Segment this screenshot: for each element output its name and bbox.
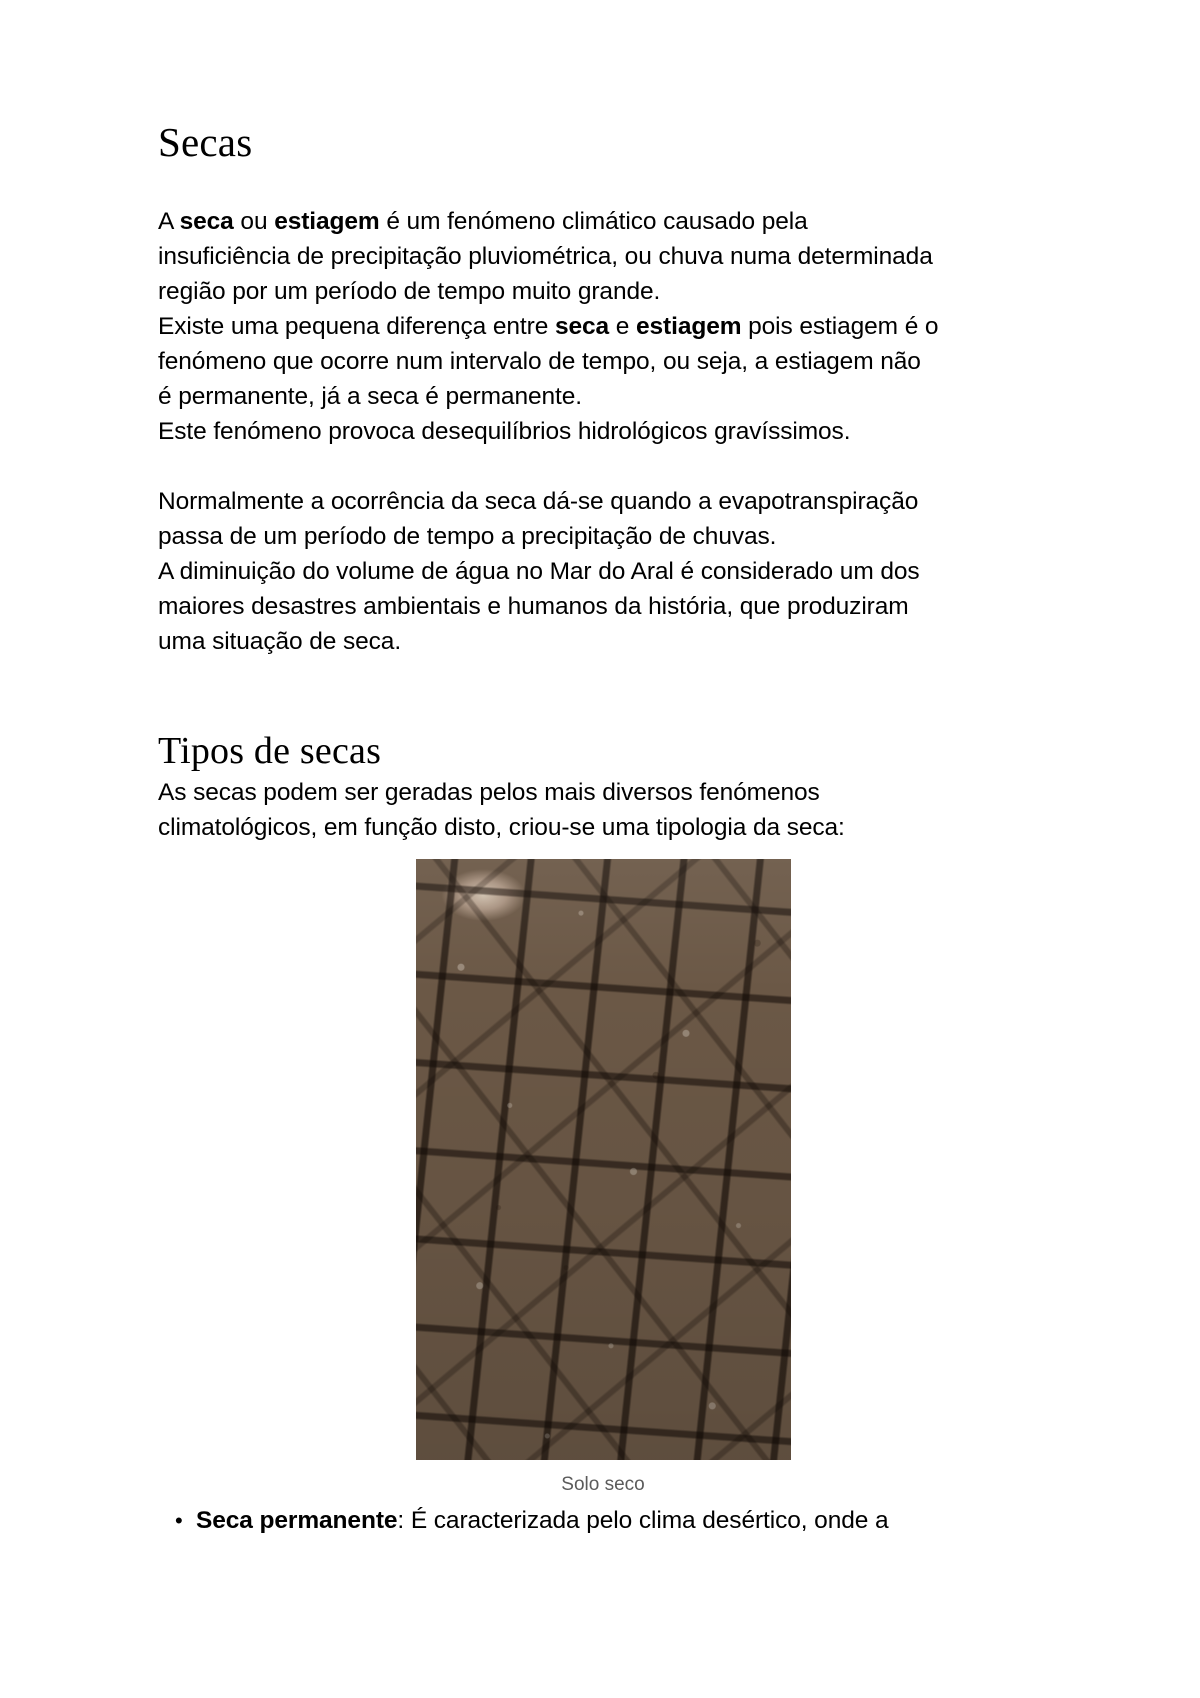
seca-types-list (158, 1503, 940, 1538)
cracked-dry-soil-image (416, 859, 791, 1460)
intro-p1-bold-estiagem: estiagem (274, 208, 380, 235)
intro-p1-bold-seca: seca (179, 208, 234, 235)
intro-p2-bold-seca: seca (554, 313, 610, 340)
section-paragraph-tipologia: As secas podem ser geradas pelos mais diversos fenómenos climatológicos, em função disto, criou-se uma tipologia da seca: (158, 779, 845, 841)
list-item (196, 1503, 940, 1538)
intro-paragraph-1 (158, 204, 940, 309)
section-spacer (158, 659, 940, 729)
intro-paragraph-2 (158, 309, 940, 414)
paragraph-spacer-1 (158, 449, 940, 484)
section-heading-tipos-de-secas: Tipos de secas (158, 730, 382, 772)
bullet-separator: : (397, 1507, 411, 1534)
intro-paragraph-3: Este fenómeno provoca desequilíbrios hidrológicos gravíssimos. (158, 418, 851, 445)
intro-p1-pre: A (158, 208, 180, 235)
document-content (158, 118, 940, 1538)
figure-caption: Solo seco (561, 1474, 645, 1495)
intro-paragraph-5: A diminuição do volume de água no Mar do Aral é considerado um dos maiores desastres ambientais e humanos da história, que produziram uma situação de seca. (158, 558, 920, 655)
figure-solo-seco (212, 859, 994, 1497)
intro-p2-bold-estiagem: estiagem (636, 313, 742, 340)
soil-shading-layer (416, 859, 791, 1460)
page-title: Secas (158, 119, 253, 165)
bullet-text: É caracterizada pelo clima desértico, onde a (410, 1507, 889, 1534)
bullet-term-seca-permanente: Seca permanente (196, 1507, 398, 1534)
intro-p2-post: pois estiagem é o fenómeno que ocorre num intervalo de tempo, ou seja, a estiagem não é permanente, já a seca é permanente. (158, 313, 939, 410)
intro-p1-mid: ou (233, 208, 275, 235)
intro-p2-pre: Existe uma pequena diferença entre (158, 313, 555, 340)
intro-paragraph-4: Normalmente a ocorrência da seca dá-se quando a evapotranspiração passa de um período de tempo a precipitação de chuvas. (158, 488, 919, 550)
intro-p2-mid: e (609, 313, 636, 340)
intro-p1-post: é um fenómeno climático causado pela insuficiência de precipitação pluviométrica, ou chuva numa determinada região por um período de tempo muito grande. (158, 208, 933, 305)
